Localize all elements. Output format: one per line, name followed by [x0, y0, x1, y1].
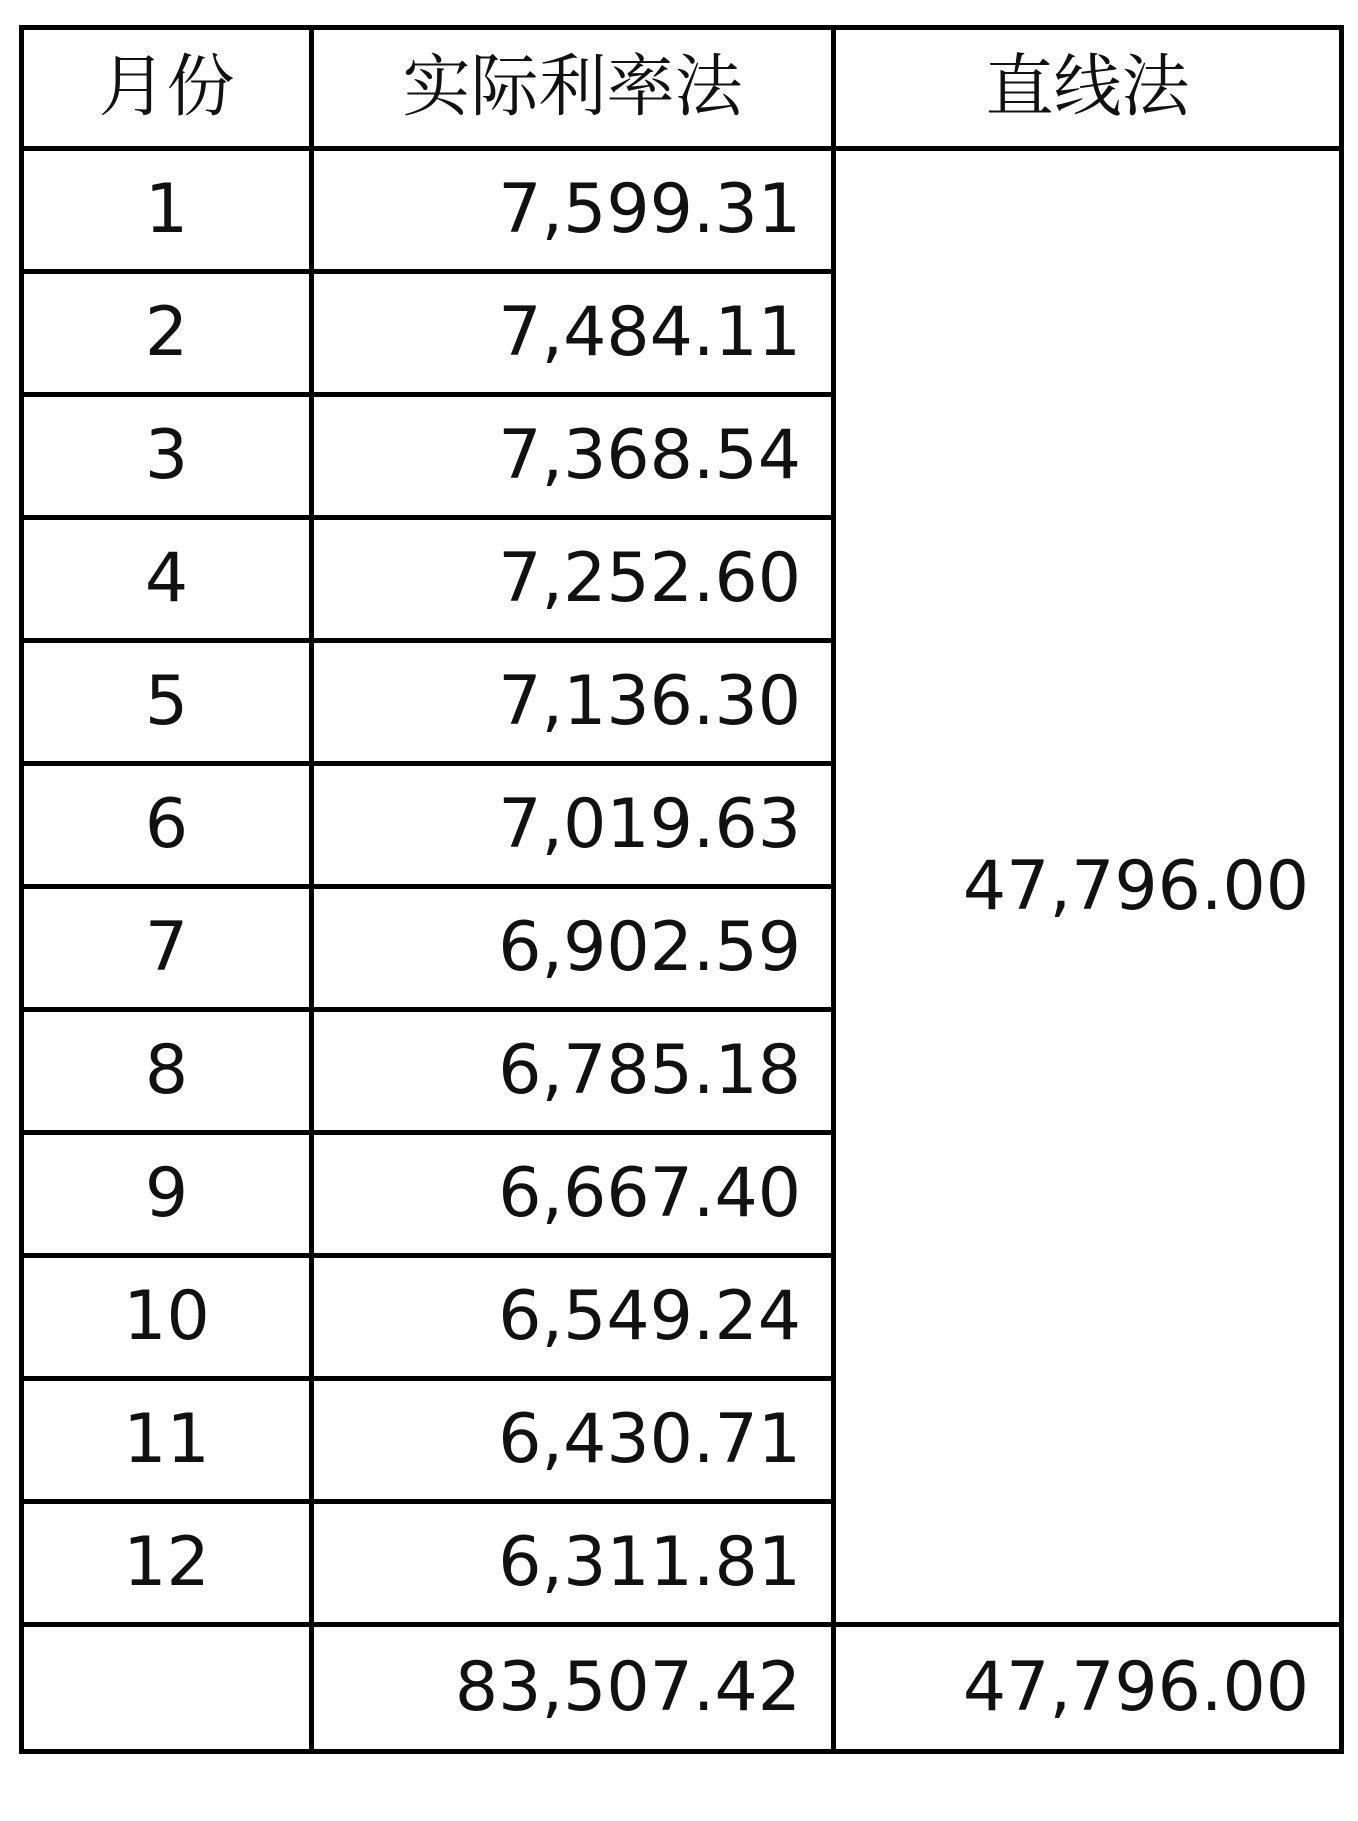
month-cell: 4 — [22, 518, 312, 641]
header-row — [22, 28, 1342, 149]
total-month-cell — [22, 1625, 312, 1752]
effective-cell: 6,311.81 — [312, 1502, 834, 1625]
total-effective-cell: 83,507.42 — [312, 1625, 834, 1752]
effective-cell: 7,599.31 — [312, 149, 834, 272]
month-cell: 10 — [22, 1256, 312, 1379]
header-month: 月份 — [22, 28, 312, 149]
month-cell: 6 — [22, 764, 312, 887]
effective-cell: 7,019.63 — [312, 764, 834, 887]
amortization-table — [19, 25, 1344, 1754]
effective-cell: 7,484.11 — [312, 272, 834, 395]
effective-cell: 7,136.30 — [312, 641, 834, 764]
table-row — [22, 149, 1342, 272]
month-cell: 1 — [22, 149, 312, 272]
table-body — [22, 149, 1342, 1752]
month-cell: 7 — [22, 887, 312, 1010]
header-effective-interest-method: 实际利率法 — [312, 28, 834, 149]
straight-merged-cell: 47,796.00 — [834, 149, 1342, 1625]
month-cell: 9 — [22, 1133, 312, 1256]
effective-cell: 6,785.18 — [312, 1010, 834, 1133]
total-straight-cell: 47,796.00 — [834, 1625, 1342, 1752]
month-cell: 11 — [22, 1379, 312, 1502]
effective-cell: 6,549.24 — [312, 1256, 834, 1379]
month-cell: 8 — [22, 1010, 312, 1133]
header-straight-line-method: 直线法 — [834, 28, 1342, 149]
month-cell: 12 — [22, 1502, 312, 1625]
month-cell: 2 — [22, 272, 312, 395]
effective-cell: 6,902.59 — [312, 887, 834, 1010]
month-cell: 3 — [22, 395, 312, 518]
table-header — [22, 28, 1342, 149]
effective-cell: 6,430.71 — [312, 1379, 834, 1502]
effective-cell: 7,252.60 — [312, 518, 834, 641]
month-cell: 5 — [22, 641, 312, 764]
effective-cell: 6,667.40 — [312, 1133, 834, 1256]
effective-cell: 7,368.54 — [312, 395, 834, 518]
total-row — [22, 1625, 1342, 1752]
